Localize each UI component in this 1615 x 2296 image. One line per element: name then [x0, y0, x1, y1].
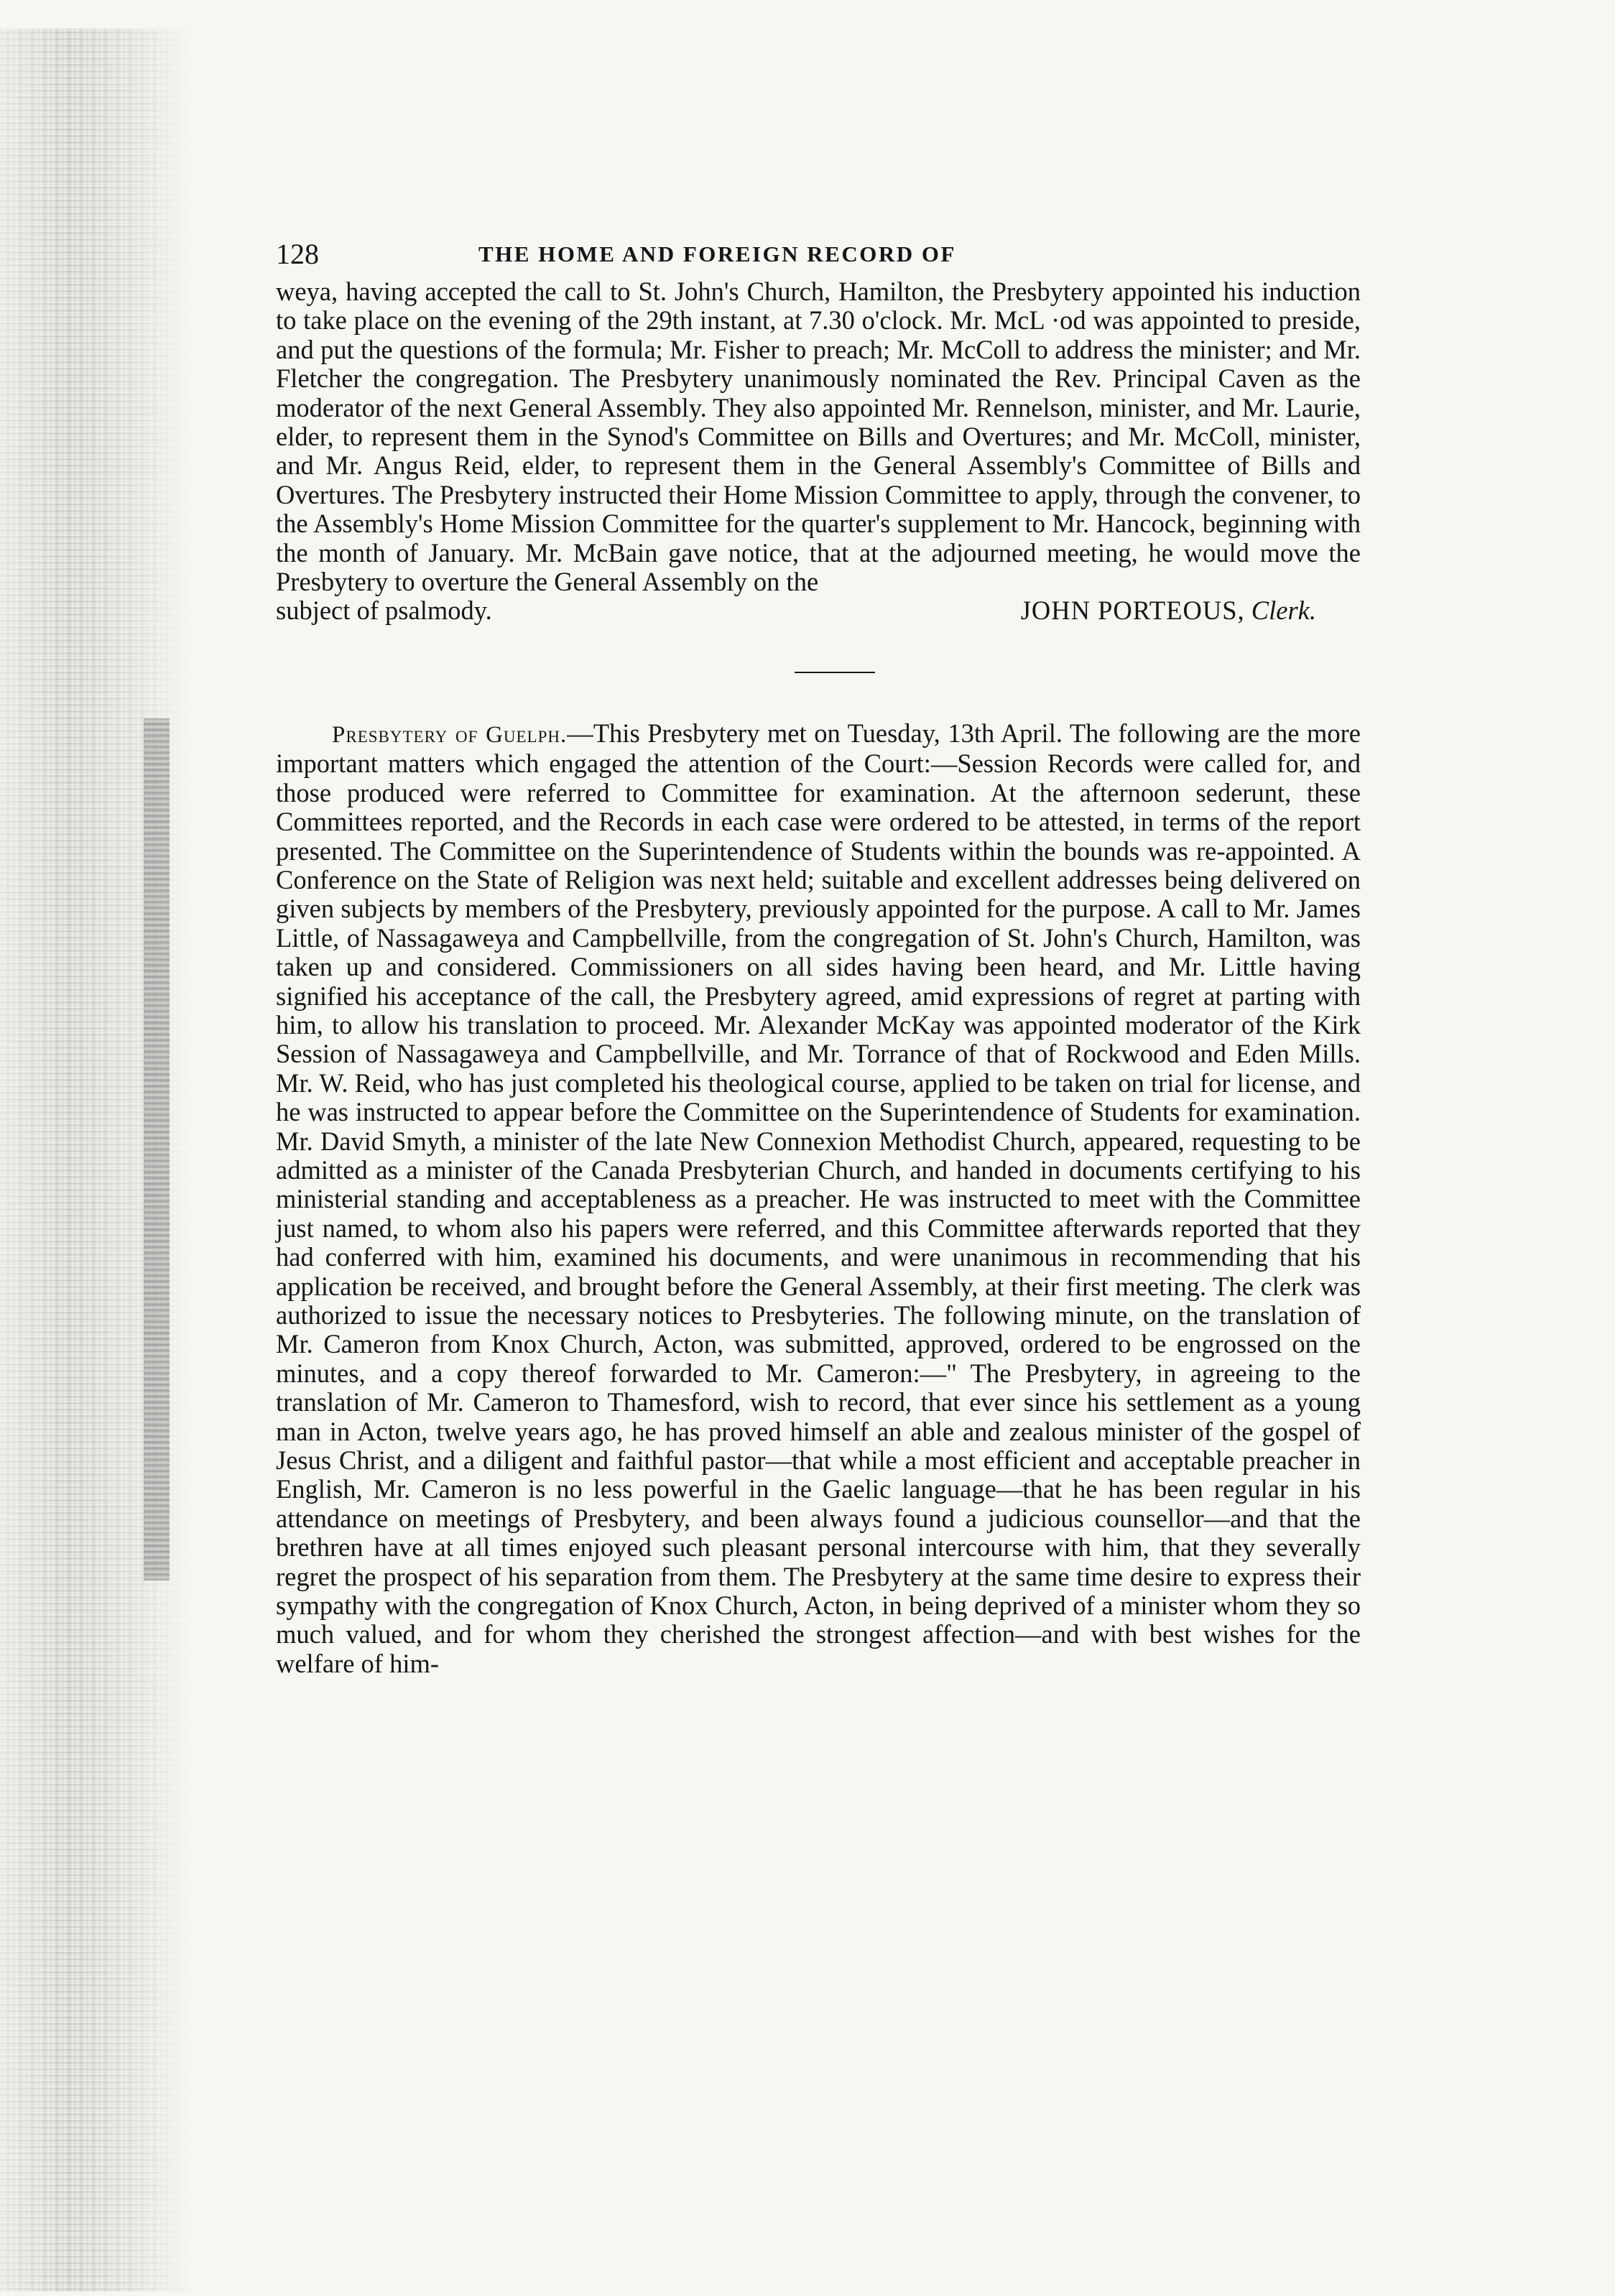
- report-heading: Presbytery of Guelph.: [332, 721, 568, 748]
- signatory-role: Clerk.: [1251, 596, 1316, 626]
- article-continuation: [276, 277, 1361, 626]
- guelph-report: [276, 719, 1361, 1678]
- continuation-paragraph: weya, having accepted the call to St. John's Church, Hamilton, the Presbytery appointed his induction to take place on the evening of the 29th instant, at 7.30 o'clock. Mr. McL ·od was appointed to preside, and put the questions of the formula; Mr. Fisher to preach; Mr. McColl to address the minister; and Mr. Fletcher the congregation. The Presbytery unanimously nominated the Rev. Principal Caven as the moderator of the next General Assembly. They also appointed Mr. Rennelson, minister, and Mr. Laurie, elder, to represent them in the Synod's Committee on Bills and Overtures; and Mr. McColl, minister, and Mr. Angus Reid, elder, to represent them in the General Assembly's Committee of Bills and Overtures. The Presbytery instructed their Home Mission Committee to apply, through the convener, to the Assembly's Home Mission Committee for the quarter's supplement to Mr. Hancock, beginning with the month of January. Mr. McBain gave notice, that at the adjourned meeting, he would move the Presbytery to overture the General Assembly on the: [276, 277, 1361, 597]
- signatory-name: JOHN PORTEOUS,: [1020, 596, 1245, 626]
- closing-line: [276, 596, 1361, 625]
- clerk-signature: [1021, 596, 1316, 625]
- page-binding-shadow: [144, 718, 170, 1580]
- report-body: —This Presbytery met on Tuesday, 13th April. The following are the more important matters which engaged the attention of the Court:—Session Records were called for, and those produced were referred to Committee for examination. At the afternoon sederunt, these Committees reported, and the Records in each case were ordered to be attested, in terms of the report presented. The Committee on the Superintendence of Students within the bounds was re-appointed. A Conference on the State of Religion was next held; suitable and excellent addresses being delivered on given subjects by members of the Presbytery, previously appointed for the purpose. A call to Mr. James Little, of Nassagaweya and Campbellville, from the congregation of St. John's Church, Hamilton, was taken up and considered. Commissioners on all sides having been heard, and Mr. Little having signified his acceptance of the call, the Presbytery agreed, amid expressions of regret at parting with him, to allow his translation to proceed. Mr. Alexander McKay was appointed moderator of the Kirk Session of Nassagaweya and Campbellville, and Mr. Torrance of that of Rockwood and Eden Mills. Mr. W. Reid, who has just completed his theological course, applied to be taken on trial for license, and he was instructed to appear before the Committee on the Superintendence of Students for examination. Mr. David Smyth, a minister of the late New Connexion Methodist Church, appeared, requesting to be admitted as a minister of the Canada Presbyterian Church, and handed in documents certifying to his ministerial standing and acceptableness as a preacher. He was instructed to meet with the Committee just named, to whom also his papers were referred, and this Committee afterwards reported that they had conferred with him, examined his documents, and were unanimous in recommending that his application be received, and brought before the General Assembly, at their first meeting. The clerk was authorized to issue the necessary notices to Presbyteries. The following minute, on the translation of Mr. Cameron from Knox Church, Acton, was submitted, approved, ordered to be engrossed on the minutes, and a copy thereof forwarded to Mr. Cameron:—" The Presbytery, in agreeing to the translation of Mr. Cameron to Thamesford, wish to record, that ever since his settlement as a young man in Acton, twelve years ago, he has proved himself an able and zealous minister of the gospel of Jesus Christ, and a diligent and faithful pastor—that while a most efficient and acceptable preacher in English, Mr. Cameron is no less powerful in the Gaelic language—that he has been regular in his attendance on meetings of Presbytery, and been always found a judicious counsellor—and that the brethren have at all times enjoyed such pleasant personal intercourse with him, that they severally regret the prospect of his separation from them. The Presbytery at the same time desire to express their sympathy with the congregation of Knox Church, Acton, in being deprived of a minister whom they so much valued, and for whom they cherished the strongest affection—and with best wishes for the welfare of him-: [276, 718, 1361, 1678]
- closing-text: subject of psalmody.: [276, 596, 492, 626]
- page-number: 128: [276, 238, 319, 270]
- journal-title: THE HOME AND FOREIGN RECORD OF: [478, 241, 956, 267]
- section-divider: [795, 672, 875, 673]
- running-head: [276, 237, 1361, 277]
- document-page: [276, 237, 1361, 1678]
